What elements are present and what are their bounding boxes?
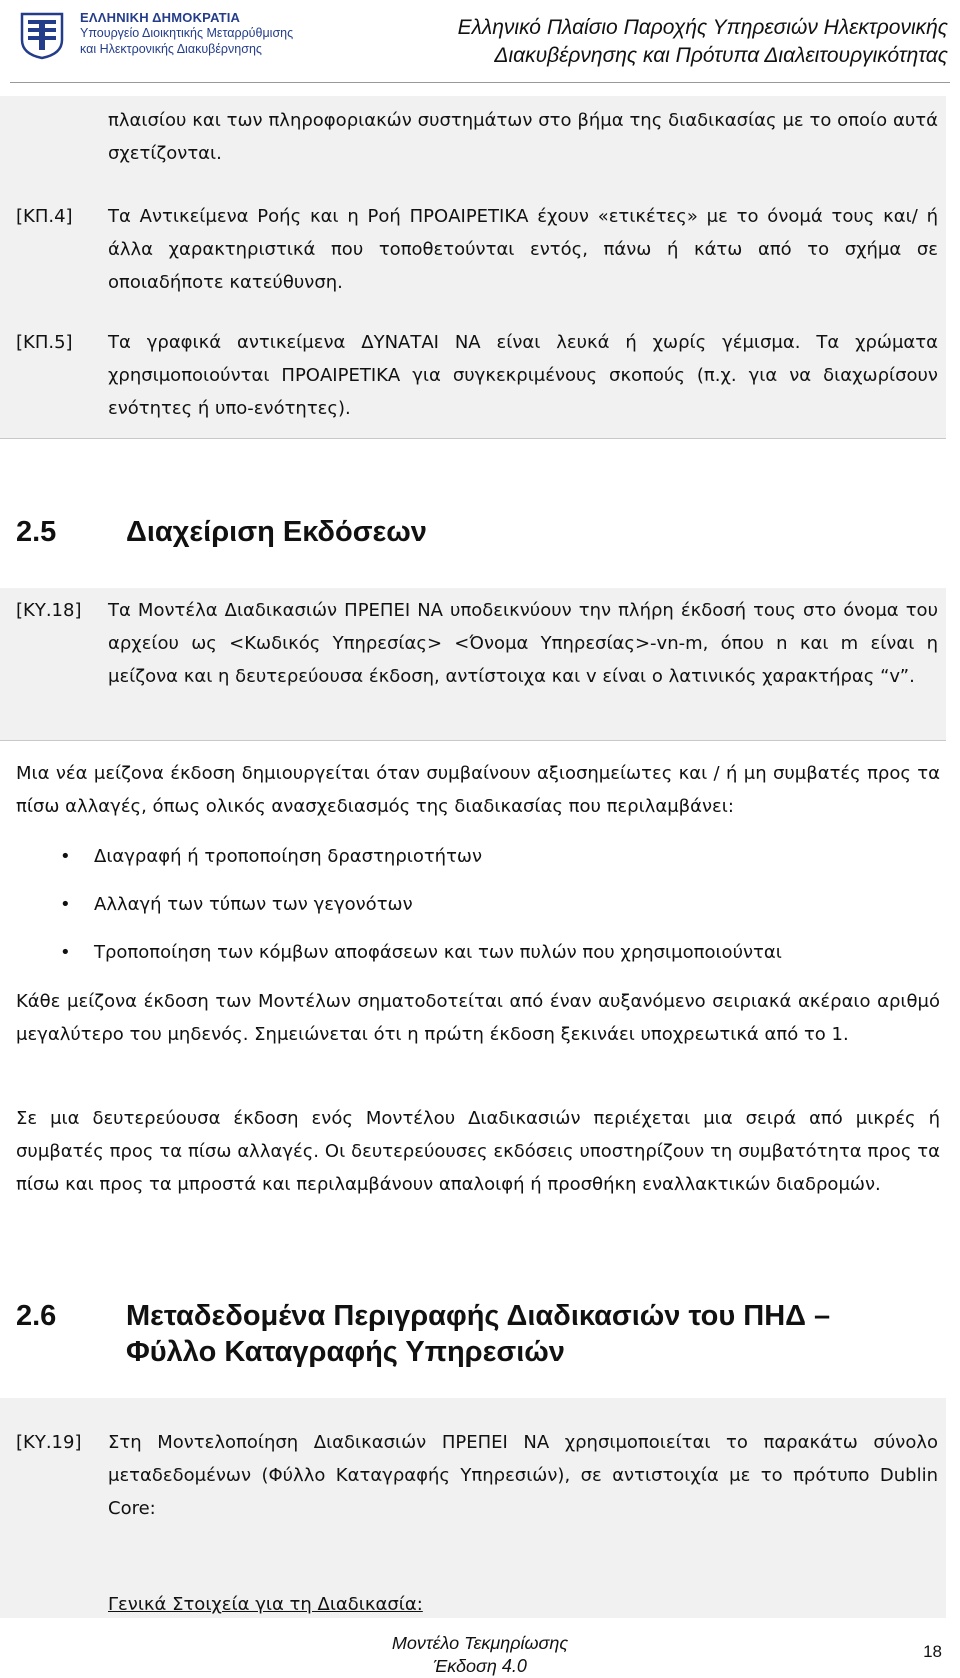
requirement-box-ky19 [0, 1398, 946, 1618]
section-title-line-1: Μεταδεδομένα Περιγραφής Διαδικασιών του ΠΗΔ – [126, 1300, 831, 1332]
greek-emblem-logo [18, 10, 66, 60]
paragraph-minor-version: Σε μια δευτερεύουσα έκδοση ενός Μοντέλου Διαδικασιών περιέχεται μια σειρά από μικρές ή συμβατές προς τα πίσω αλλαγές. Οι δευτερεύουσες εκδόσεις υποστηρίζουν τη συμβατότητα προς τα πίσω και προς τα μπροστά και περιλαμβάνουν απαλοιφή ή προσθήκη εναλλακτικών διαδρομών. [16, 1108, 940, 1195]
running-title-line-2: Διακυβέρνησης και Πρότυπα Διαλειτουργικότητας [494, 44, 948, 67]
header-divider [10, 82, 950, 83]
list-item-text: Διαγραφή ή τροποποίηση δραστηριοτήτων [94, 846, 483, 867]
list-item-text: Αλλαγή των τύπων των γεγονότων [94, 894, 413, 915]
org-line-2: Υπουργείο Διοικητικής Μεταρρύθμισης [80, 26, 294, 40]
section-title-line-2: Φύλλο Καταγραφής Υπηρεσιών [126, 1336, 565, 1368]
requirement-text-ky19: Στη Μοντελοποίηση Διαδικασιών ΠΡΕΠΕΙ ΝΑ χρησιμοποιείται το παρακάτω σύνολο μεταδεδομένων (Φύλλο Καταγραφής Υπηρεσιών), σε αντιστοιχία με το πρότυπο Dublin Core: [108, 1432, 938, 1519]
requirement-code-kp4: [ΚΠ.4] [16, 206, 73, 227]
requirement-code-kp5: [ΚΠ.5] [16, 332, 73, 353]
requirement-code-ky19: [ΚΥ.19] [16, 1432, 82, 1453]
ministry-name [80, 10, 293, 57]
section-heading-2-6 [16, 1298, 831, 1368]
subheading-general-info: Γενικά Στοιχεία για τη Διαδικασία: [108, 1594, 423, 1615]
paragraph-major-numbering: Κάθε μείζονα έκδοση των Μοντέλων σηματοδοτείται από έναν αυξανόμενο σειριακά ακέραιο αριθμό μεγαλύτερο του μηδενός. Σημειώνεται ότι η πρώτη έκδοση ξεκινάει υποχρεωτικά από το 1. [16, 991, 940, 1045]
document-running-title [458, 14, 948, 70]
list-item [16, 840, 936, 873]
section-number: 2.6 [16, 1300, 57, 1332]
section-title [126, 1298, 830, 1370]
requirement-text-ky18: Τα Μοντέλα Διαδικασιών ΠΡΕΠΕΙ ΝΑ υποδεικνύουν την πλήρη έκδοσή τους στο όνομα του αρχείου ως <Κωδικός Υπηρεσίας> <Όνομα Υπηρεσίας>-vn-m, όπου n και m είναι η μείζονα και η δευτερεύουσα έκδοση, αντίστοιχα και v είναι ο λατινικός χαρακτήρας “v”. [108, 600, 938, 687]
page-footer [0, 1632, 960, 1678]
requirement-box-ky18 [0, 588, 946, 741]
list-item [16, 936, 936, 969]
section-number: 2.5 [16, 516, 57, 548]
section-heading-2-5 [16, 514, 427, 550]
footer-version: Έκδοση 4.0 [433, 1656, 527, 1676]
list-item-text: Τροποποίηση των κόμβων αποφάσεων και των πυλών που χρησιμοποιούνται [94, 942, 782, 963]
running-title-line-1: Ελληνικό Πλαίσιο Παροχής Υπηρεσιών Ηλεκτρονικής [457, 16, 948, 39]
paragraph-major-version: Μια νέα μείζονα έκδοση δημιουργείται όταν συμβαίνουν αξιοσημείωτες και / ή μη συμβατές προς τα πίσω αλλαγές, όπως ολικός ανασχεδιασμός της διαδικασίας που περιλαμβάνει: [16, 763, 940, 817]
bullet-icon: • [60, 846, 71, 867]
section-title: Διαχείριση Εκδόσεων [126, 516, 427, 548]
footer-doc-title: Μοντέλο Τεκμηρίωσης [391, 1633, 569, 1653]
org-line-3: και Ηλεκτρονικής Διακυβέρνησης [80, 42, 262, 56]
org-line-1: ΕΛΛΗΝΙΚΗ ΔΗΜΟΚΡΑΤΙΑ [80, 10, 241, 25]
requirements-box-kp [0, 96, 946, 439]
requirement-continued-text: πλαισίου και των πληροφοριακών συστημάτων στο βήμα της διαδικασίας με το οποίο αυτά σχετίζονται. [108, 110, 938, 164]
bullet-icon: • [60, 894, 71, 915]
requirement-text-kp4: Τα Αντικείμενα Ροής και η Ροή ΠΡΟΑΙΡΕΤΙΚΑ έχουν «ετικέτες» με το όνομά τους και/ ή άλλα χαρακτηριστικά που τοποθετούνται εντός, πάνω ή κάτω από το σχήμα σε οποιαδήποτε κατεύθυνση. [108, 206, 938, 293]
page-number: 18 [923, 1642, 942, 1661]
requirement-code-ky18: [ΚΥ.18] [16, 600, 82, 621]
list-item [16, 888, 936, 921]
requirement-text-kp5: Τα γραφικά αντικείμενα ΔΥΝΑΤΑΙ ΝΑ είναι λευκά ή χωρίς γέμισμα. Τα χρώματα χρησιμοποιούνται ΠΡΟΑΙΡΕΤΙΚΑ για συγκεκριμένους σκοπούς (π.χ. για να διαχωρίσουν ενότητες ή υπο-ενότητες). [108, 332, 938, 419]
bullet-icon: • [60, 942, 71, 963]
